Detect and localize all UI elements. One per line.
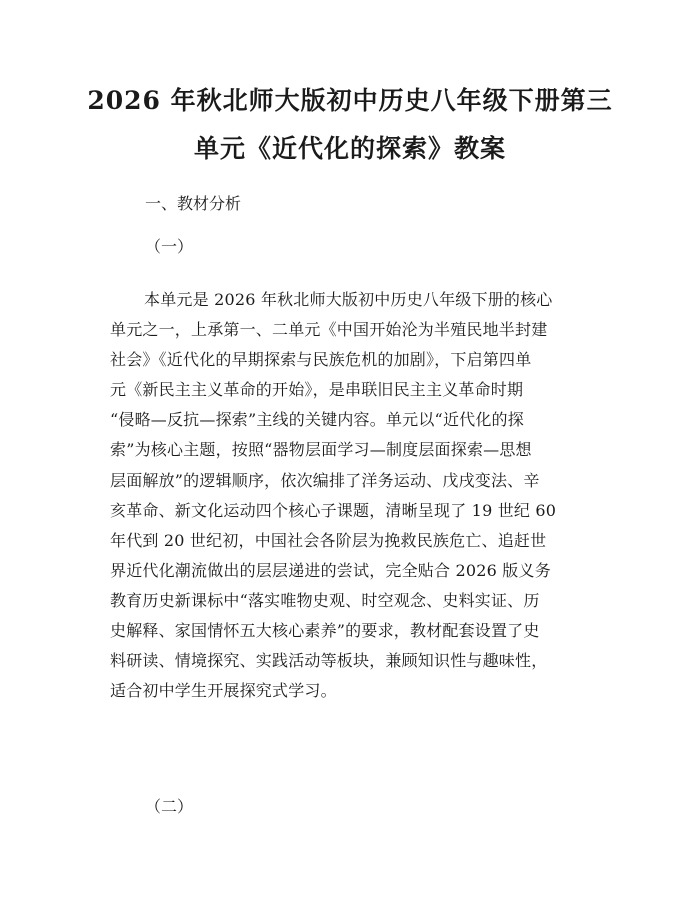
paragraph-line: 元《新民主主义革命的开始》，是串联旧民主主义革命时期 — [110, 380, 524, 400]
paragraph-line: 本单元是 2026 年秋北师大版初中历史八年级下册的核心 — [144, 290, 553, 309]
paragraph-line: 索”为核心主题，按照“器物层面学习—制度层面探索—思想 — [110, 440, 532, 460]
paragraph-line: 界近代化潮流做出的层层递进的尝试，完全贴合 2026 版义务 — [110, 560, 551, 580]
paragraph-line: 单元之一，上承第一、二单元《中国开始沦为半殖民地半封建 — [110, 320, 548, 340]
paragraph-line: “侵略—反抗—探索”主线的关键内容。单元以“近代化的探 — [110, 410, 524, 430]
section-heading: 一、教材分析 — [145, 194, 242, 213]
body-paragraph — [110, 285, 610, 706]
paragraph-line: 史解释、家国情怀五大核心素养”的要求，教材配套设置了史 — [110, 621, 540, 641]
paragraph-line: 层面解放”的逻辑顺序，依次编排了洋务运动、戊戌变法、辛 — [110, 470, 540, 490]
sub-heading-2: （二） — [145, 797, 194, 816]
paragraph-line: 社会》《近代化的早期探索与民族危机的加剧》，下启第四单 — [110, 350, 532, 370]
document-title-line-2: 单元《近代化的探索》教案 — [193, 134, 506, 163]
paragraph-line: 适合初中学生开展探究式学习。 — [110, 681, 337, 701]
paragraph-line: 年代到 20 世纪初，中国社会各阶层为挽救民族危亡、追赶世 — [110, 530, 547, 550]
paragraph-line: 料研读、情境探究、实践活动等板块，兼顾知识性与趣味性， — [110, 651, 548, 671]
document-title-line-1: 2026 年秋北师大版初中历史八年级下册第三 — [87, 86, 613, 115]
sub-heading-1: （一） — [145, 237, 194, 256]
paragraph-line: 亥革命、新文化运动四个核心子课题，清晰呈现了 19 世纪 60 — [110, 500, 557, 520]
paragraph-line: 教育历史新课标中“落实唯物史观、时空观念、史料实证、历 — [110, 590, 540, 610]
